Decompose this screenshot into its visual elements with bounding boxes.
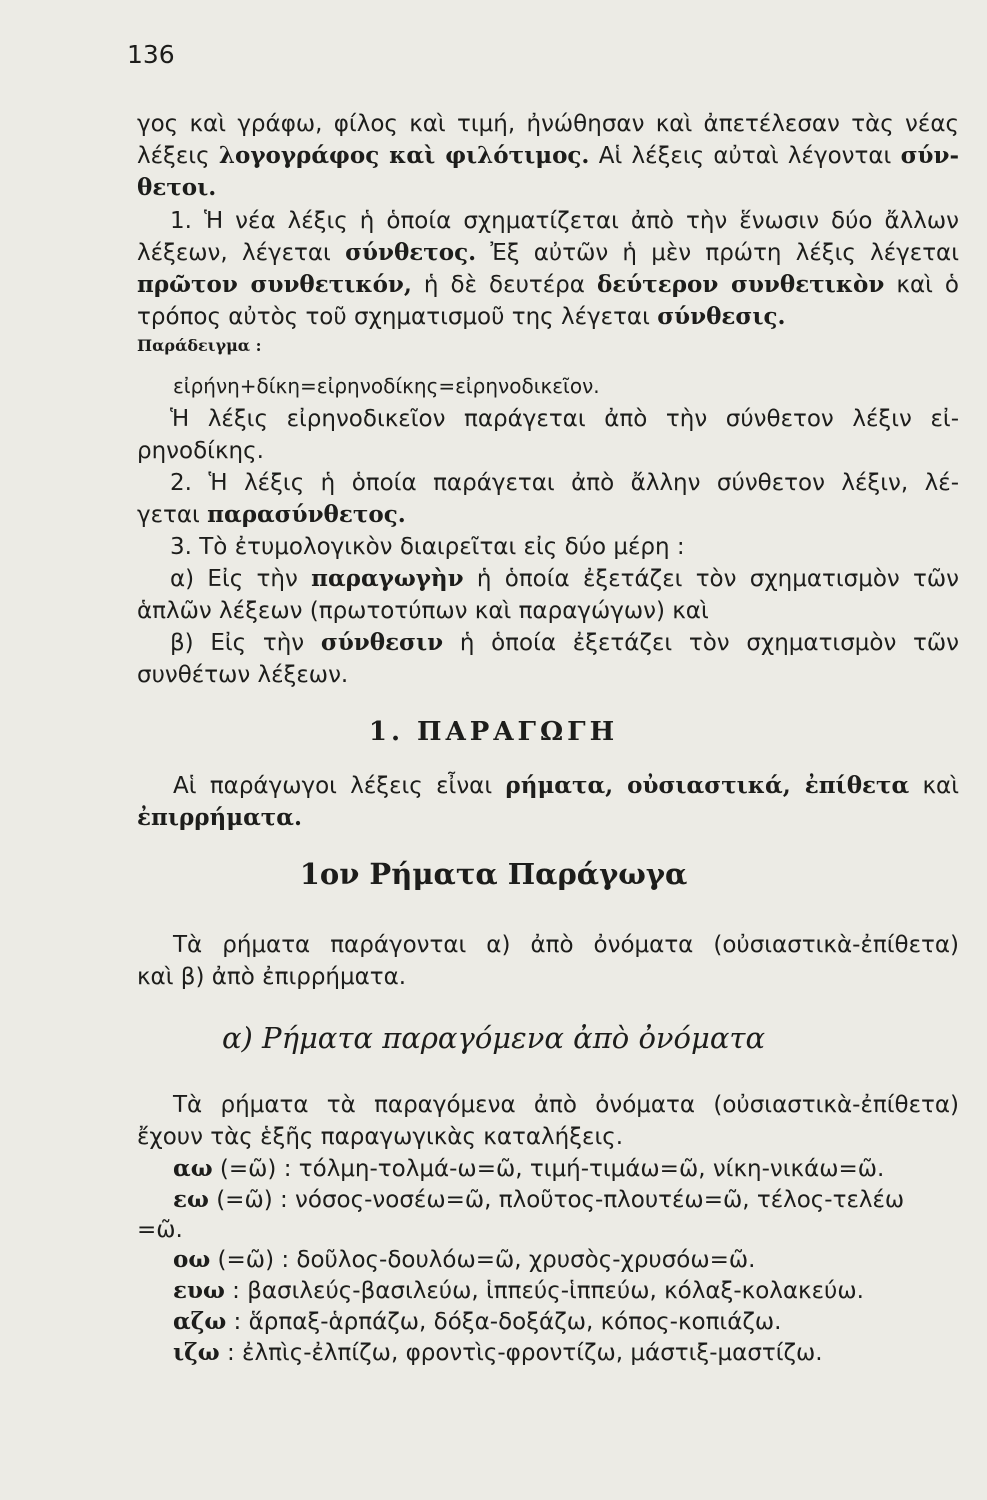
term-bold: σύν- — [900, 142, 960, 169]
text-line: 3. Τὸ ἐτυμολογικὸν διαιρεῖται εἰς δύο μέρη : — [170, 534, 685, 560]
text-line: 2. Ἡ λέξις ἡ ὁποία παράγεται ἀπὸ ἄλλην σύνθετον λέξιν, λέ- — [170, 470, 959, 496]
ending-row: οω (=ῶ) : δοῦλος-δουλόω=ῶ, χρυσὸς-χρυσόω=ῶ. — [173, 1246, 756, 1273]
text-line: α) Εἰς τὴν παραγωγὴν ἡ ὁποία ἐξετάζει τὸν σχηματισμὸν τῶν — [170, 565, 959, 592]
term-bold: ρήματα, οὐσιαστικά, ἐπίθετα — [505, 772, 910, 799]
page-number: 136 — [127, 40, 175, 69]
ending-row-continuation: =ῶ. — [137, 1217, 183, 1243]
ending-suffix: αω — [173, 1155, 213, 1182]
text-line — [137, 174, 216, 202]
text-line: συνθέτων λέξεων. — [137, 662, 349, 688]
text-line: Τὰ ρήματα παράγονται α) ἀπὸ ὀνόματα (οὐσιαστικὰ-ἐπίθετα) — [173, 932, 959, 958]
text-line: γος καὶ γράφω, φίλος καὶ τιμή, ἠνώθησαν καὶ ἀπετέλεσαν τὰς νέας — [137, 111, 959, 137]
ending-row: αζω : ἅρπαξ-ἁρπάζω, δόξα-δοξάζω, κόπος-κοπιάζω. — [173, 1308, 782, 1335]
subheading: 1ον Ρήματα Παράγωγα — [299, 857, 688, 891]
term-bold: σύνθετος. — [345, 239, 477, 266]
text-line: Αἱ παράγωγοι λέξεις εἶναι ρήματα, οὐσιαστικά, ἐπίθετα καὶ — [173, 772, 959, 799]
term-bold: δεύτερον συνθετικὸν — [596, 271, 885, 298]
text-line: ἔχουν τὰς ἑξῆς παραγωγικὰς καταλήξεις. — [137, 1124, 624, 1150]
text-line: ρηνοδίκης. — [137, 438, 264, 464]
example-formula: εἰρήνη+δίκη=εἰρηνοδίκης=εἰρηνοδικεῖον. — [173, 374, 600, 398]
text-line: Ἡ λέξις εἰρηνοδικεῖον παράγεται ἀπὸ τὴν σύνθετον λέξιν εἰ- — [170, 406, 959, 432]
text-line: τρόπος αὐτὸς τοῦ σχηματισμοῦ της λέγεται σύνθεσις. — [137, 303, 786, 330]
text-line: πρῶτον συνθετικόν, ἡ δὲ δευτέρα δεύτερον συνθετικὸν καὶ ὁ — [137, 271, 959, 298]
ending-suffix: ευω — [173, 1277, 225, 1304]
ending-row: ευω : βασιλεύς-βασιλεύω, ἱππεύς-ἱππεύω, κόλαξ-κολακεύω. — [173, 1277, 864, 1304]
ending-suffix: οω — [173, 1246, 211, 1273]
term-bold: ἐπιρρήματα. — [137, 804, 302, 831]
subsubheading: α) Ρήματα παραγόμενα ἀπὸ ὀνόματα — [221, 1021, 766, 1055]
ending-row: αω (=ῶ) : τόλμη-τολμά-ω=ῶ, τιμή-τιμάω=ῶ, νίκη-νικάω=ῶ. — [173, 1155, 885, 1182]
term-bold: πρῶτον συνθετικόν, — [137, 271, 412, 298]
text-line: β) Εἰς τὴν σύνθεσιν ἡ ὁποία ἐξετάζει τὸν σχηματισμὸν τῶν — [170, 629, 959, 656]
text-line: Τὰ ρήματα τὰ παραγόμενα ἀπὸ ὀνόματα (οὐσιαστικὰ-ἐπίθετα) — [173, 1092, 959, 1118]
ending-row: ιζω : ἐλπὶς-ἐλπίζω, φροντὶς-φροντίζω, μάστιξ-μαστίζω. — [173, 1339, 823, 1366]
text-line: καὶ β) ἀπὸ ἐπιρρήματα. — [137, 964, 407, 990]
text-line: ἁπλῶν λέξεων (πρωτοτύπων καὶ παραγώγων) καὶ — [137, 598, 709, 624]
term-bold: σύνθεσις. — [657, 303, 786, 330]
text-line: γεται παρασύνθετος. — [137, 501, 406, 528]
text-line: λέξεων, λέγεται σύνθετος. Ἐξ αὐτῶν ἡ μὲν πρώτη λέξις λέγεται — [137, 239, 959, 266]
text-line: λέξεις λογογράφος καὶ φιλότιμος. Αἱ λέξεις αὐταὶ λέγονται σύν- — [137, 142, 960, 169]
ending-suffix: εω — [173, 1186, 209, 1213]
term-bold: σύνθεσιν — [320, 629, 444, 656]
term-bold: λογογράφος καὶ φιλότιμος. — [218, 142, 590, 169]
term-bold: παραγωγὴν — [311, 565, 464, 592]
text-line: 1. Ἡ νέα λέξις ἡ ὁποία σχηματίζεται ἀπὸ τὴν ἕνωσιν δύο ἄλλων — [170, 208, 959, 234]
ending-suffix: ιζω — [173, 1339, 220, 1366]
term-bold: θετοι. — [137, 174, 217, 201]
ending-row: εω (=ῶ) : νόσος-νοσέω=ῶ, πλοῦτος-πλουτέω=ῶ, τέλος-τελέω — [173, 1186, 905, 1213]
term-bold: παρασύνθετος. — [207, 501, 406, 528]
example-label: Παράδειγμα : — [137, 336, 262, 355]
ending-suffix: αζω — [173, 1308, 227, 1335]
section-heading: 1. ΠΑΡΑΓΩΓΗ — [368, 717, 619, 747]
text-line — [137, 804, 302, 832]
